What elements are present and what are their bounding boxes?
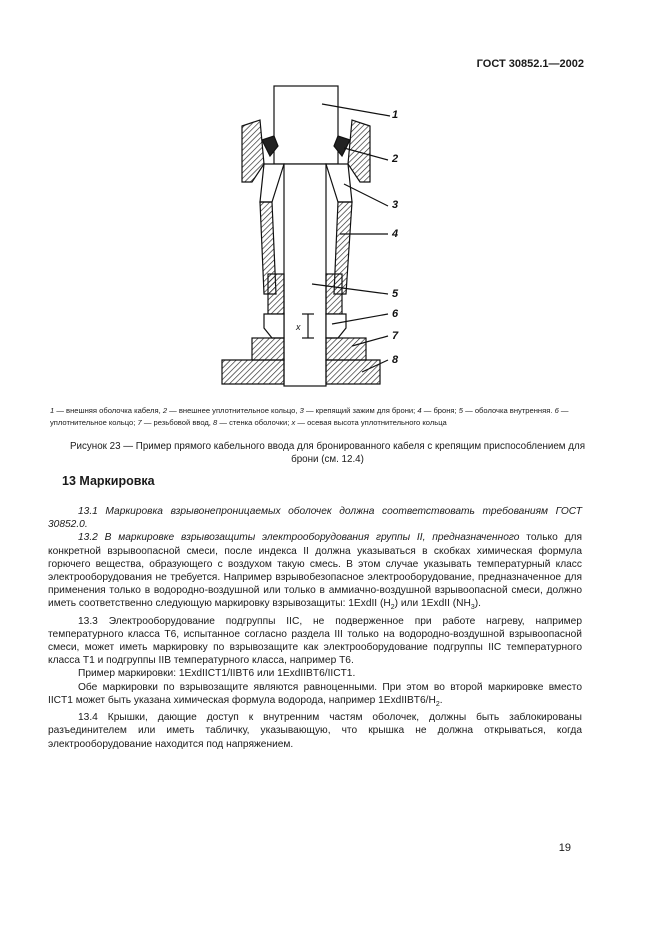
sleeve-right bbox=[326, 274, 342, 314]
seal-ring-right bbox=[326, 314, 346, 338]
paragraph-13-4: 13.4 Крышки, дающие доступ к внутренним частям оболочек, должны быть заблокированы разъединителем или иметь табличку, указывающую, что крышка не должна открываться, когда электрооборудование находится под напряжением. bbox=[48, 712, 582, 750]
wall-left bbox=[222, 360, 284, 384]
body-text bbox=[48, 505, 582, 751]
document-header: ГОСТ 30852.1—2002 bbox=[476, 58, 584, 70]
armor-clamp-left bbox=[260, 164, 284, 202]
gland-nut-left bbox=[242, 120, 264, 182]
figure-label-2: 2 bbox=[392, 153, 399, 165]
wall-right bbox=[326, 360, 380, 384]
paragraph-13-1: 13.1 Маркировка взрывонепроницаемых оболочек должна соответствовать требованиям ГОСТ 30852.0. bbox=[48, 506, 582, 531]
figure-label-5: 5 bbox=[392, 288, 399, 300]
outer-sheath bbox=[274, 86, 338, 164]
paragraph-equivalence: Обе маркировки по взрывозащите являются равноценными. При этом во второй маркировке вместо IICT1 может быть указана химическая формула водорода, например $1ExdIIBT6/H_2$. bbox=[48, 681, 582, 708]
dimension-x-label: x bbox=[296, 322, 301, 332]
figure-label-6: 6 bbox=[392, 308, 399, 320]
paragraph-13-2: 13.2 В маркировке взрывозащиты электрооборудования группы II, предназначенного только для конкретной взрывоопасной смеси, после индекса II должна указываться в скобках химическая формула горючего вещества, образующего с воздухом такую смесь. В этом случае указывать температурный класс электрооборудования не требуется. Например взрывобезопасное электрооборудование, предназначенное для применения только в водородно-воздушной или только в аммиачно-воздушной взрывоопасной смеси, должно иметь соответственно следующую маркировку взрывозащиты: 1ExdII $(H_2)$ или 1ExdII $(NH_3)$. bbox=[48, 532, 582, 612]
thread-right bbox=[326, 338, 366, 360]
figure-label-1: 1 bbox=[392, 109, 399, 121]
section-heading: 13 Маркировка bbox=[62, 474, 155, 488]
figure-label-8: 8 bbox=[392, 354, 399, 366]
figure-legend: 1 — внешняя оболочка кабеля, 2 — внешнее уплотнительное кольцо, 3 — крепящий зажим для брони; 4 — броня; 5 — оболочка внутренняя. 6 — уплотнительное кольцо; 7 — резьбовой ввод, 8 — стенка оболочки; x — осевая высота уплотнительного кольца bbox=[50, 406, 569, 427]
inner-cable bbox=[284, 164, 326, 386]
figure-label-3: 3 bbox=[392, 199, 399, 211]
paragraph-13-3: 13.3 Электрооборудование подгруппы IIC, не подверженное при работе нагреву, например температурного класса T6, испытанное согласно раздела III только на водородно-воздушной взрывоопасной смеси, может иметь маркировку по взрывозащите как электрооборудование подгруппы IIC температурного класса T1 и подгруппы IIB температурного класса, например T6. bbox=[48, 615, 582, 667]
paragraph-example: Пример маркировки: 1ExdIICT1/IIBT6 или 1ExdIIBT6/IICT1. bbox=[78, 668, 356, 680]
armor-clamp-right bbox=[326, 164, 352, 202]
page-number: 19 bbox=[558, 842, 571, 854]
figure-label-4: 4 bbox=[392, 228, 399, 240]
gland-nut-right bbox=[348, 120, 370, 182]
seal-ring-left bbox=[264, 314, 284, 338]
sleeve-left bbox=[268, 274, 284, 314]
figure-label-7: 7 bbox=[392, 330, 399, 342]
thread-left bbox=[252, 338, 284, 360]
figure-title: Рисунок 23 — Пример прямого кабельного ввода для бронированного кабеля с крепящим приспособлением для брони (см. 12.4) bbox=[70, 441, 585, 465]
cable-entry-figure bbox=[212, 84, 412, 394]
